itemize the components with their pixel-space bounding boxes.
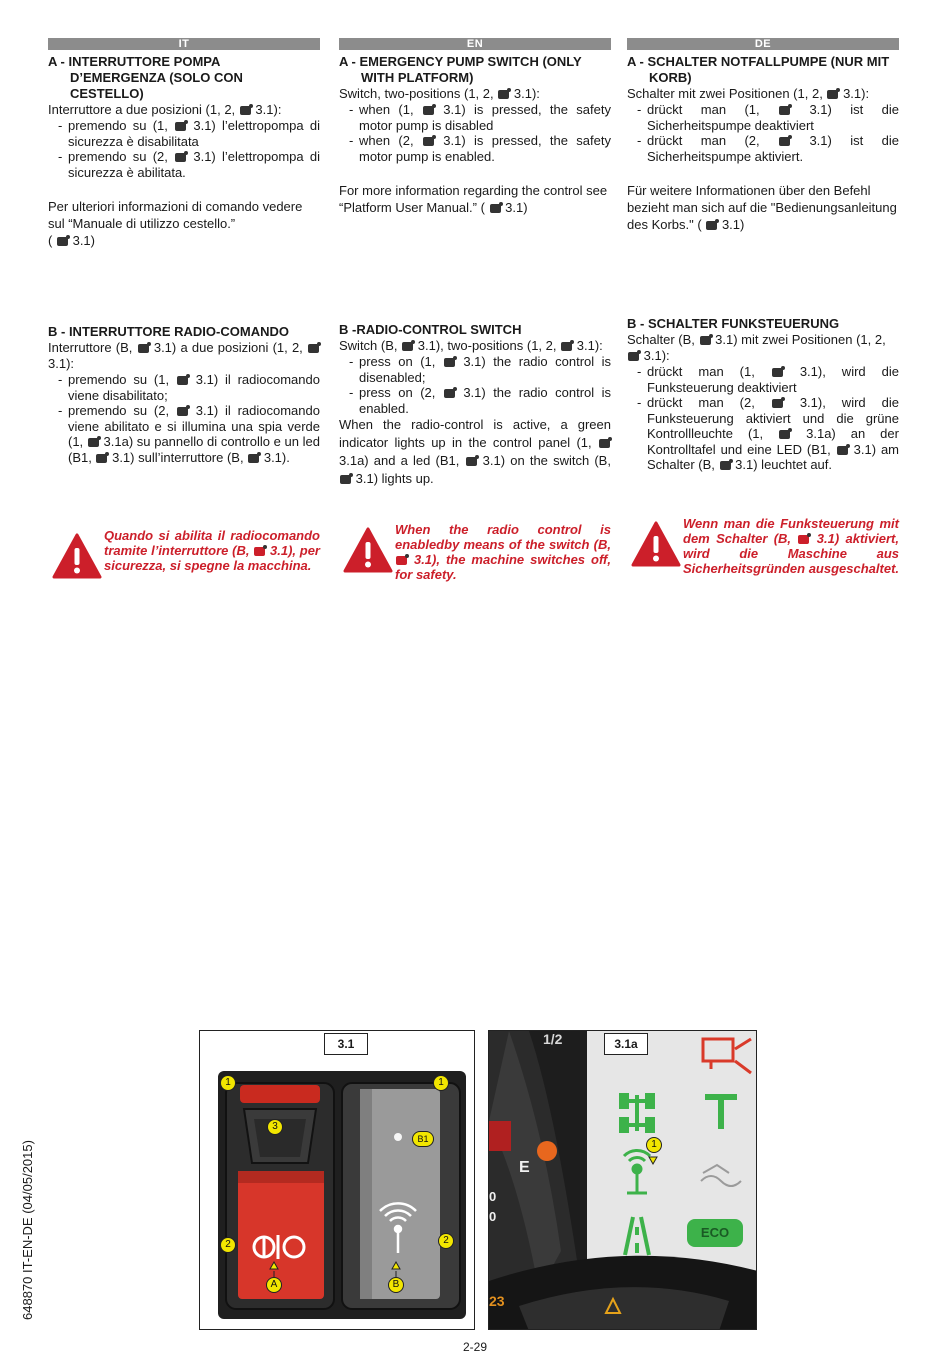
list-item: - premendo su (1, 3.1) il radiocomando viene disabilitato; — [58, 372, 320, 403]
control-panel-illustration — [489, 1031, 757, 1330]
switch-panel-illustration — [200, 1031, 475, 1330]
section-a-title-en: A - EMERGENCY PUMP SWITCH (ONLY WITH PLATFORM) — [339, 54, 582, 85]
list-item: - drückt man (2, 3.1), wird die Funksteuerung aktiviert und die grüne Kontrollleuchte (1, 3.1a) an der Kontrolltafel und eine LED (B1, 3.1) am Schalter (B, 3.1) leuchtet auf. — [637, 395, 899, 473]
warning-text-de: Wenn man die Funksteuerung mit dem Schalter (B, 3.1) aktiviert, wird die Maschine aus Sicherheitsgründen ausgeschaltet. — [683, 516, 900, 576]
warning-triangle-icon — [343, 526, 393, 574]
switch-a-top-red — [240, 1085, 320, 1103]
section-b-intro-de: Schalter (B, 3.1) mit zwei Positionen (1, 2, 3.1): — [627, 332, 886, 363]
figure-ref-icon — [96, 454, 107, 463]
display-reading: 1/2 — [543, 1031, 563, 1047]
figure-ref-icon — [88, 438, 99, 447]
figure-ref-icon — [240, 106, 251, 115]
section-a-title-it: A - INTERRUTTORE POMPA D’EMERGENZA (SOLO CON CESTELLO) — [48, 54, 243, 101]
section-b-intro-it: Interruttore (B, 3.1) a due posizioni (1, 2, 3.1): — [48, 340, 320, 372]
warning-text-it: Quando si abilita il radiocomando tramite l’interruttore (B, 3.1), per sicurezza, si spegne la macchina. — [104, 528, 320, 573]
callout-1-right: 1 — [433, 1075, 449, 1091]
section-a-en — [339, 54, 611, 216]
warning-box-de — [627, 516, 899, 586]
figure-3-1-switch-panel — [199, 1030, 475, 1330]
figure-ref-icon — [498, 90, 509, 99]
figure-ref-icon — [423, 106, 434, 115]
section-b-para-en: When the radio-control is active, a green indicator lights up in the control panel (1, 3.1a) and a led (B1, 3.1) on the switch (B, 3.1) lights up. — [339, 417, 611, 486]
figure-ref-icon — [175, 153, 186, 162]
figure-ref-icon — [177, 407, 188, 416]
figure-ref-icon — [827, 90, 838, 99]
figure-ref-icon — [599, 439, 610, 448]
figure-ref-icon — [175, 122, 186, 131]
figure-ref-icon — [700, 336, 711, 345]
document-code: 648870 IT-EN-DE (04/05/2015) — [20, 1140, 35, 1320]
section-b-title-de: B - SCHALTER FUNKSTEUERUNG — [627, 316, 840, 331]
figure-ref-icon — [779, 430, 790, 439]
section-a-list-en — [339, 102, 611, 164]
list-item: - drückt man (1, 3.1) ist die Sicherheitspumpe deaktiviert — [637, 102, 899, 133]
callout-2-right: 2 — [438, 1233, 454, 1249]
callout-2-left: 2 — [220, 1237, 236, 1253]
figure-ref-icon — [396, 556, 407, 565]
figure-ref-icon — [254, 547, 265, 556]
figure-ref-icon — [779, 106, 790, 115]
figure-ref-icon — [772, 368, 783, 377]
section-a-note-en: For more information regarding the control see “Platform User Manual.” ( 3.1) — [339, 183, 608, 215]
figure-ref-icon — [779, 137, 790, 146]
figure-ref-icon — [720, 461, 731, 470]
warning-text-en: When the radio control is enabledby means of the switch (B, 3.1), the machine switches off, for safety. — [395, 522, 611, 582]
section-a-it — [48, 54, 320, 249]
figure-ref-icon — [466, 457, 477, 466]
language-header-it: IT — [48, 38, 320, 50]
section-a-list-de — [627, 102, 899, 164]
section-a-note-it: Per ulteriori informazioni di comando vedere sul “Manuale di utilizzo cestello.” ( 3.1) — [48, 199, 303, 248]
eco-label: ECO — [700, 1225, 730, 1240]
orange-indicator-icon — [537, 1141, 557, 1161]
language-header-de: DE — [627, 38, 899, 50]
side-digit: 0 — [489, 1209, 497, 1224]
figure-ref-icon — [837, 446, 848, 455]
section-a-intro-en: Switch, two-positions (1, 2, 3.1): — [339, 86, 540, 101]
warning-triangle-icon — [52, 532, 102, 580]
list-item: - when (1, 3.1) is pressed, the safety motor pump is disabled — [349, 102, 611, 133]
section-b-list-de — [627, 364, 899, 473]
gear-letter: E — [519, 1159, 530, 1176]
callout-b: B — [388, 1277, 404, 1293]
callout-b1: B1 — [412, 1131, 434, 1147]
led-b1-icon — [394, 1133, 402, 1141]
figure-label: 3.1 — [324, 1033, 368, 1055]
section-b-intro-en: Switch (B, 3.1), two-positions (1, 2, 3.1): — [339, 338, 603, 353]
figure-3-1a-control-panel — [488, 1030, 757, 1330]
column-italian — [48, 38, 320, 573]
switch-a-rocker-red — [238, 1171, 324, 1299]
figure-ref-icon — [177, 376, 188, 385]
list-item: - drückt man (1, 3.1), wird die Funksteuerung deaktiviert — [637, 364, 899, 395]
section-a-note-de: Für weitere Informationen über den Befehl bezieht man sich auf die "Bedienungsanleitung des Korbs." ( 3.1) — [627, 183, 897, 232]
section-b-it — [48, 324, 320, 465]
list-item: - when (2, 3.1) is pressed, the safety motor pump is enabled. — [349, 133, 611, 164]
list-item: - drückt man (2, 3.1) ist die Sicherheitspumpe aktiviert. — [637, 133, 899, 164]
figure-ref-icon — [628, 352, 639, 361]
section-b-title-en: B -RADIO-CONTROL SWITCH — [339, 322, 522, 337]
figure-ref-icon — [138, 344, 149, 353]
section-a-de — [627, 54, 899, 233]
section-a-intro-de: Schalter mit zwei Positionen (1, 2, 3.1): — [627, 86, 870, 101]
language-header-en: EN — [339, 38, 611, 50]
warning-box-it — [48, 528, 320, 598]
section-a-intro-it: Interruttore a due posizioni (1, 2, 3.1): — [48, 102, 282, 117]
section-b-de — [627, 316, 899, 473]
callout-a: A — [266, 1277, 282, 1293]
figure-ref-icon — [798, 535, 809, 544]
section-b-en — [339, 322, 611, 488]
callout-3: 3 — [267, 1119, 283, 1135]
warning-triangle-icon — [631, 520, 681, 568]
figure-ref-icon — [248, 454, 259, 463]
column-english — [339, 38, 611, 582]
figure-ref-icon — [340, 475, 351, 484]
figure-ref-icon — [402, 342, 413, 351]
warning-box-en — [339, 522, 611, 592]
figure-ref-icon — [561, 342, 572, 351]
callout-1: 1 — [646, 1137, 662, 1153]
figure-ref-icon — [308, 344, 319, 353]
section-a-title-de: A - SCHALTER NOTFALLPUMPE (NUR MIT KORB) — [627, 54, 890, 85]
list-item: - press on (2, 3.1) the radio control is enabled. — [349, 385, 611, 416]
column-german — [627, 38, 900, 576]
list-item: - premendo su (2, 3.1) l’elettropompa di sicurezza è abilitata. — [58, 149, 320, 180]
figure-ref-icon — [57, 237, 68, 246]
section-a-list-it — [48, 118, 320, 180]
figure-label: 3.1a — [604, 1033, 648, 1055]
side-digit: 0 — [489, 1189, 497, 1204]
figure-ref-icon — [423, 137, 434, 146]
callout-1-left: 1 — [220, 1075, 236, 1091]
figure-ref-icon — [444, 358, 455, 367]
list-item: - press on (1, 3.1) the radio control is disenabled; — [349, 354, 611, 385]
section-b-list-en — [339, 354, 611, 416]
page-number: 2-29 — [462, 1340, 488, 1354]
figure-ref-icon — [772, 399, 783, 408]
figure-ref-icon — [490, 204, 501, 213]
section-b-title-it: B - INTERRUTTORE RADIO-COMANDO — [48, 324, 289, 339]
figure-ref-icon — [706, 221, 717, 230]
list-item: - premendo su (2, 3.1) il radiocomando viene abilitato e si illumina una spia verde (1, 3.1a) su pannello di controllo e un led (B1, 3.1) sull’interruttore (B, 3.1). — [58, 403, 320, 465]
bottom-digits: 23 — [489, 1293, 505, 1309]
section-b-list-it — [48, 372, 320, 465]
list-item: - premendo su (1, 3.1) l’elettropompa di sicurezza è disabilitata — [58, 118, 320, 149]
figure-ref-icon — [444, 389, 455, 398]
